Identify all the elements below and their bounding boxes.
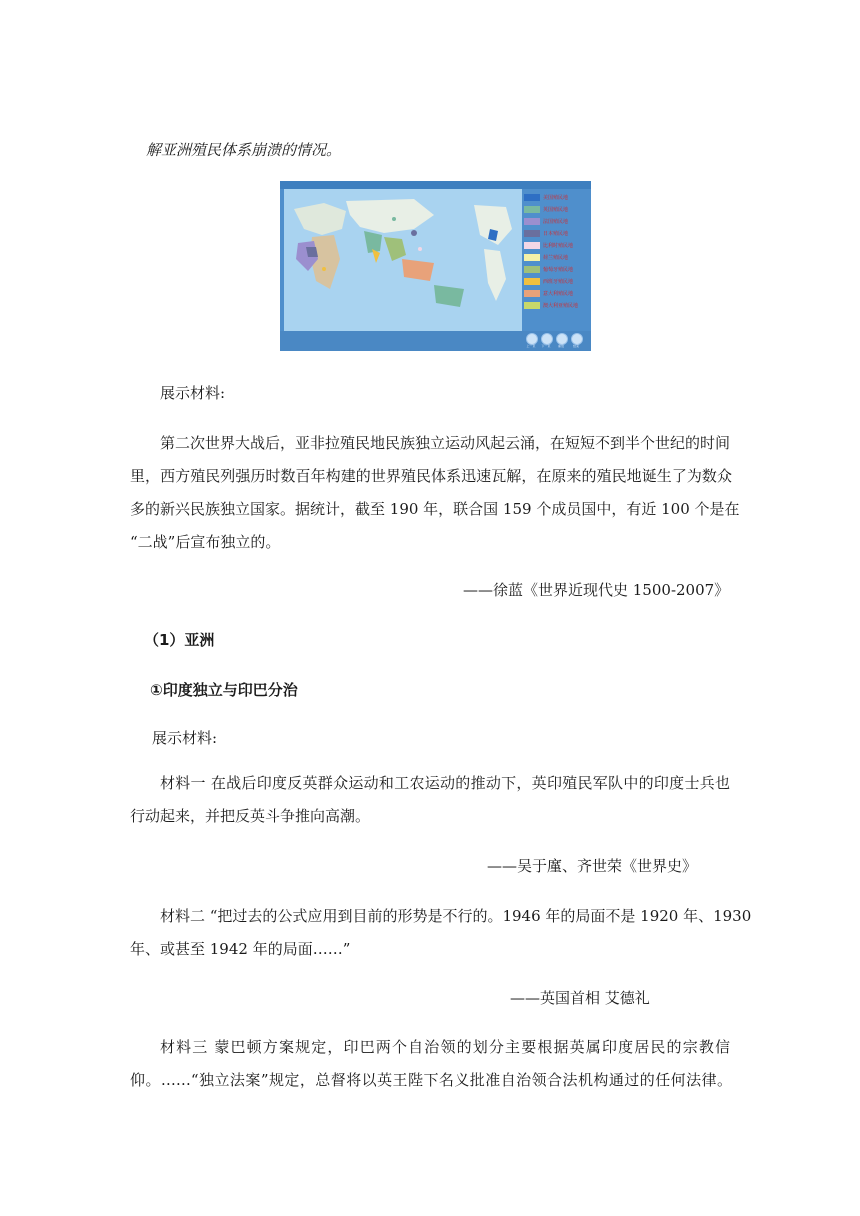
legend-item: [524, 217, 588, 227]
legend-swatch: [524, 218, 540, 225]
end-label: 结束: [572, 344, 579, 348]
material-line: 行动起来，并把反英斗争推向高潮。: [130, 807, 371, 825]
subsection-heading: ①印度独立与印巴分治: [150, 681, 298, 699]
map-title-bar: [280, 181, 591, 189]
source-citation: ——吴于廑、齐世荣《世界史》: [487, 857, 698, 875]
material-line: 材料三 蒙巴顿方案规定，印巴两个自治领的划分主要根据英属印度居民的宗教信: [160, 1038, 730, 1056]
legend-item: [524, 301, 588, 311]
legend-item: [524, 229, 588, 239]
legend-label: 荷兰殖民地: [543, 255, 569, 261]
world-map-graphic: [284, 189, 522, 331]
legend-item: [524, 265, 588, 275]
legend-item: [524, 277, 588, 287]
prev-page-label: 上一页: [526, 344, 536, 348]
legend-swatch: [524, 266, 540, 273]
legend-label: 比利时殖民地: [543, 243, 574, 249]
paragraph-line: 第二次世界大战后，亚非拉殖民地民族独立运动风起云涌，在短短不到半个世纪的时间: [160, 434, 731, 452]
legend-label: 法国殖民地: [543, 219, 569, 225]
colonial-map-image: [280, 181, 591, 351]
legend-swatch: [524, 206, 540, 213]
legend-item: [524, 241, 588, 251]
paragraph-line: “二战”后宣布独立的。: [130, 533, 281, 551]
legend-item: [524, 289, 588, 299]
legend-label: 葡萄牙殖民地: [543, 267, 574, 273]
legend-label: 英国殖民地: [543, 207, 569, 213]
legend-label: 意大利殖民地: [543, 291, 574, 297]
legend-item: [524, 205, 588, 215]
world-map: [284, 189, 522, 331]
legend-swatch: [524, 254, 540, 261]
legend-label: 日本殖民地: [543, 231, 569, 237]
show-material-label: 展示材料:: [152, 729, 218, 747]
intro-line: 解亚洲殖民体系崩溃的情况。: [146, 141, 342, 159]
section-heading: （1）亚洲: [144, 631, 215, 649]
source-citation: ——英国首相 艾德礼: [510, 989, 650, 1007]
source-citation: ——徐蓝《世界近现代史 1500-2007》: [463, 581, 730, 599]
next-page-label: 下一页: [541, 344, 551, 348]
material-line: 材料二 “把过去的公式应用到目前的形势是不行的。1946 年的局面不是 1920 年、1930: [160, 907, 752, 925]
legend-item: [524, 193, 588, 203]
legend-label: 澳大利亚殖民地: [543, 303, 579, 309]
map-legend: [524, 193, 588, 323]
material-line: 材料一 在战后印度反英群众运动和工农运动的推动下，英印殖民军队中的印度士兵也: [160, 774, 730, 792]
legend-label: 美国殖民地: [543, 195, 569, 201]
legend-swatch: [524, 194, 540, 201]
legend-swatch: [524, 302, 540, 309]
legend-label: 西班牙殖民地: [543, 279, 574, 285]
legend-swatch: [524, 290, 540, 297]
paragraph-line: 里，西方殖民列强历时数百年构建的世界殖民体系迅速瓦解，在原来的殖民地诞生了为数众: [130, 467, 732, 485]
show-material-label: 展示材料:: [160, 384, 226, 402]
legend-swatch: [524, 278, 540, 285]
legend-swatch: [524, 242, 540, 249]
legend-swatch: [524, 230, 540, 237]
replay-label: 重放: [557, 344, 564, 348]
material-line: 年、或甚至 1942 年的局面……”: [130, 940, 351, 958]
material-line: 仰。……“独立法案”规定，总督将以英王陛下名义批准自治领合法机构通过的任何法律。: [130, 1071, 732, 1089]
paragraph-line: 多的新兴民族独立国家。据统计，截至 190 年，联合国 159 个成员国中，有近 100 个是在: [130, 500, 740, 518]
legend-item: [524, 253, 588, 263]
